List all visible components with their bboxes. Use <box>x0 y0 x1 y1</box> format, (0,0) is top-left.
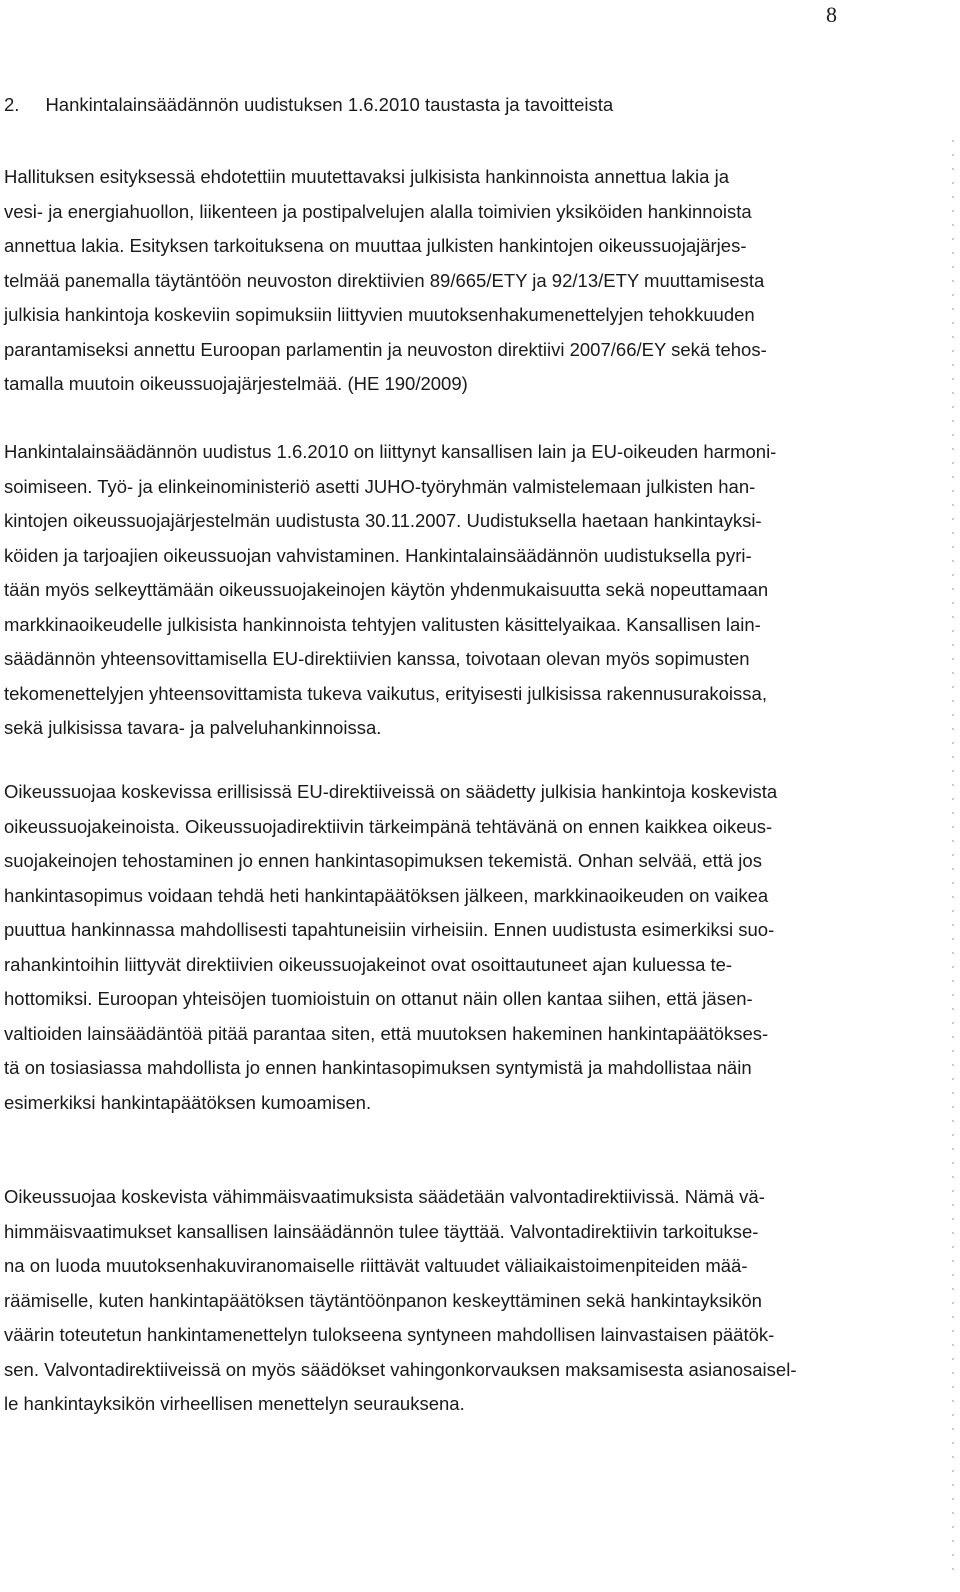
paragraph-line: suojakeinojen tehostaminen jo ennen hankintasopimuksen tekemistä. Onhan selvää, että jos <box>4 850 762 871</box>
paragraph-line: köiden ja tarjoajien oikeussuojan vahvistaminen. Hankintalainsäädännön uudistuksella pyri- <box>4 544 752 566</box>
paragraph-line: himmäisvaatimukset kansallisen lainsäädännön tulee täyttää. Valvontadirektiivin tarkoitukse- <box>4 1220 759 1242</box>
paragraph-line: oikeussuojakeinoista. Oikeussuojadirektiivin tärkeimpänä tehtävänä on ennen kaikkea oikeus- <box>4 815 773 837</box>
paragraph-line: tamalla muutoin oikeussuojajärjestelmää. (HE 190/2009) <box>4 373 468 394</box>
section-number: 2. <box>4 94 20 115</box>
paragraph-line: na on luoda muutoksenhakuviranomaiselle riittävät valtuudet väliaikaistoimenpiteiden mää- <box>4 1255 748 1276</box>
paragraph-line: tekomenettelyjen yhteensovittamista tukeva vaikutus, erityisesti julkisissa rakennusurakoissa, <box>4 682 767 704</box>
paragraph-line: hankintasopimus voidaan tehdä heti hankintapäätöksen jälkeen, markkinaoikeuden on vaikea <box>4 884 769 906</box>
paragraph-line: markkinaoikeudelle julkisista hankinnoista tehtyjen valitusten käsittelyaikaa. Kansallisen lain- <box>4 613 761 635</box>
paragraph-line: vesi- ja energiahuollon, liikenteen ja postipalvelujen alalla toimivien yksiköiden hankinnoista <box>4 200 752 222</box>
paragraph-line: julkisia hankintoja koskeviin sopimuksiin liittyvien muutoksenhakumenettelyjen tehokkuuden <box>4 304 755 325</box>
paragraph-line: soimiseen. Työ- ja elinkeinoministeriö asetti JUHO-työryhmän valmistelemaan julkisten han- <box>4 475 756 497</box>
paragraph-line: säädännön yhteensovittamisella EU-direktiivien kanssa, toivotaan olevan myös sopimusten <box>4 648 750 669</box>
paragraph-3 <box>4 775 777 1120</box>
section-heading <box>4 92 613 118</box>
paragraph-line: tään myös selkeyttämään oikeussuojakeinojen käytön yhdenmukaisuutta sekä nopeuttamaan <box>4 579 769 600</box>
paragraph-line: räämiselle, kuten hankintapäätöksen täytäntöönpanon keskeyttäminen sekä hankintayksikön <box>4 1289 762 1311</box>
paragraph-line: valtioiden lainsäädäntöä pitää parantaa siten, että muutoksen hakeminen hankintapäätökses- <box>4 1022 769 1044</box>
paragraph-line: tä on tosiasiassa mahdollista jo ennen hankintasopimuksen syntymistä ja mahdollistaa näin <box>4 1057 752 1078</box>
section-title: Hankintalainsäädännön uudistuksen 1.6.2010 taustasta ja tavoitteista <box>45 94 614 115</box>
paragraph-line: Oikeussuojaa koskevista vähimmäisvaatimuksista säädetään valvontadirektiivissä. Nämä vä- <box>4 1186 765 1207</box>
paragraph-line: Hallituksen esityksessä ehdotettiin muutettavaksi julkisista hankinnoista annettua lakia ja <box>4 166 729 187</box>
paragraph-line: Hankintalainsäädännön uudistus 1.6.2010 on liittynyt kansallisen lain ja EU-oikeuden harmoni- <box>4 441 777 462</box>
page-number: 8 <box>826 2 837 27</box>
paragraph-line: Oikeussuojaa koskevissa erillisissä EU-direktiiveissä on säädetty julkisia hankintoja koskevista <box>4 781 778 802</box>
paragraph-4 <box>4 1180 796 1422</box>
paragraph-line: puuttua hankinnassa mahdollisesti tapahtuneisiin virheisiin. Ennen uudistusta esimerkiksi suo- <box>4 919 775 940</box>
paragraph-line: kintojen oikeussuojajärjestelmän uudistusta 30.11.2007. Uudistuksella haetaan hankintayksi- <box>4 510 762 531</box>
paragraph-line: sen. Valvontadirektiiveissä on myös säädökset vahingonkorvauksen maksamisesta asianosaisel- <box>4 1358 797 1380</box>
scan-edge-dots <box>952 140 954 1580</box>
paragraph-line: le hankintayksikön virheellisen menettelyn seurauksena. <box>4 1393 465 1414</box>
paragraph-line: parantamiseksi annettu Euroopan parlamentin ja neuvoston direktiivi 2007/66/EY sekä tehos- <box>4 338 767 360</box>
paragraph-line: hottomiksi. Euroopan yhteisöjen tuomioistuin on ottanut näin ollen kantaa siihen, että jäsen- <box>4 988 753 1009</box>
paragraph-line: annettua lakia. Esityksen tarkoituksena on muuttaa julkisten hankintojen oikeussuojajärjes- <box>4 235 747 256</box>
paragraph-line: sekä julkisissa tavara- ja palveluhankinnoissa. <box>4 717 382 738</box>
paragraph-1 <box>4 160 767 402</box>
paragraph-line: telmää panemalla täytäntöön neuvoston direktiivien 89/665/ETY ja 92/13/ETY muuttamisesta <box>4 269 765 291</box>
paragraph-line: väärin toteutetun hankintamenettelyn tulokseena syntyneen mahdollisen lainvastaisen päätök- <box>4 1324 775 1345</box>
paragraph-line: esimerkiksi hankintapäätöksen kumoamisen. <box>4 1091 372 1113</box>
paragraph-2 <box>4 435 776 746</box>
paragraph-line: rahankintoihin liittyvät direktiivien oikeussuojakeinot ovat osoittautuneet ajan kuluessa te- <box>4 953 733 975</box>
